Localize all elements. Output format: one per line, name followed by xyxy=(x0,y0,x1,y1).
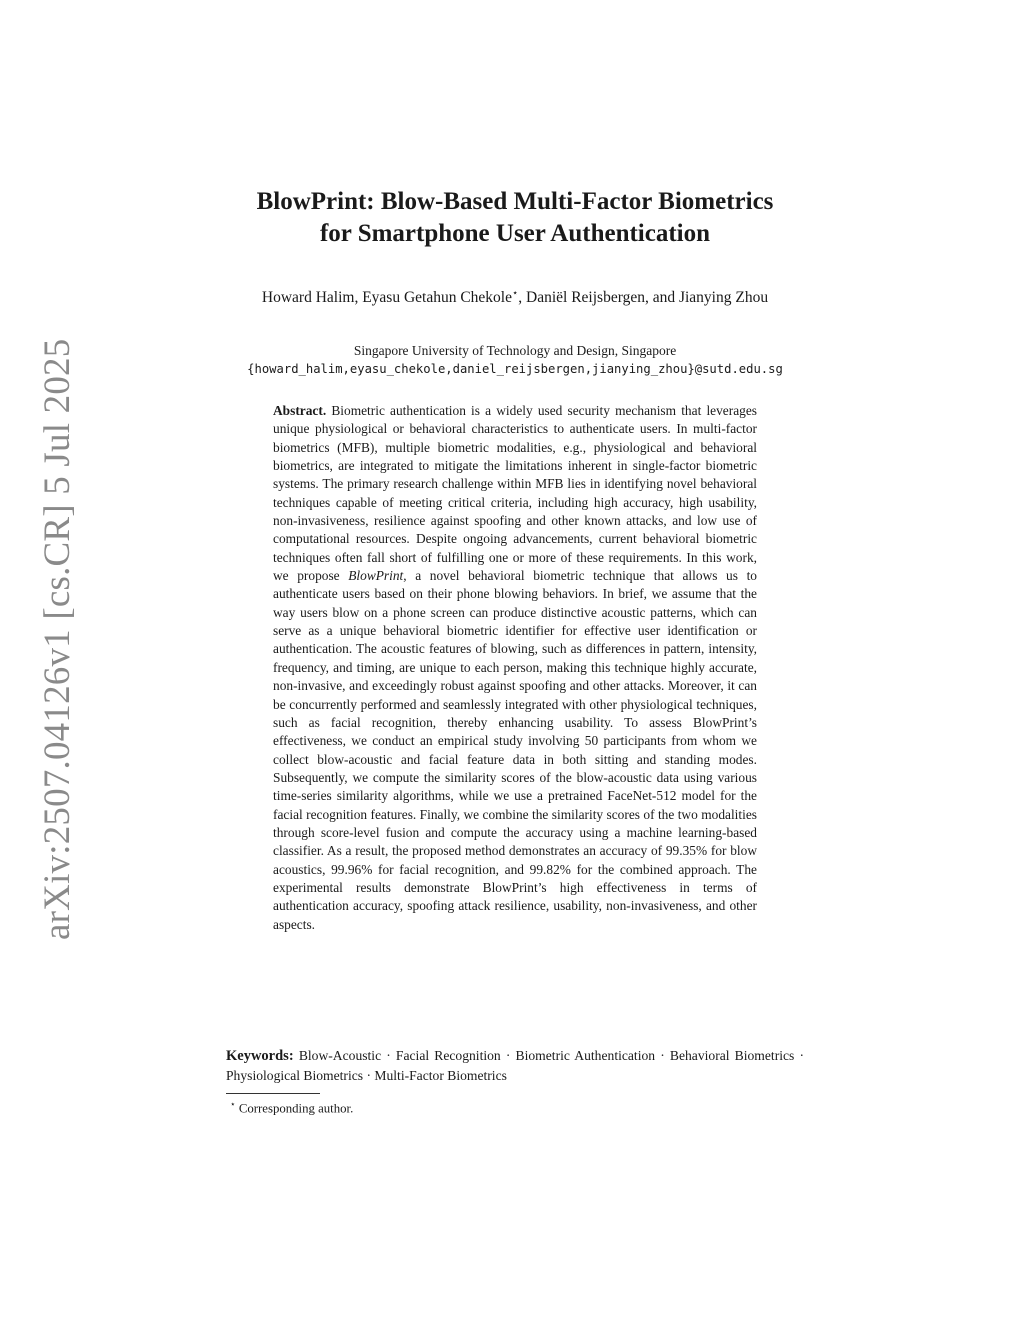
title-line-2: for Smartphone User Authentication xyxy=(319,220,711,247)
keywords xyxy=(226,1046,804,1086)
author-emails: {howard_halim,eyasu_chekole,daniel_reijsbergen,jianying_zhou}@sutd.edu.sg xyxy=(247,362,783,376)
arxiv-identifier-stamp: arXiv:2507.04126v1 [cs.CR] 5 Jul 2025 xyxy=(37,338,78,940)
institution: Singapore University of Technology and Design, Singapore xyxy=(353,343,677,358)
corresponding-author-mark: ⋆ xyxy=(512,288,519,299)
author-list xyxy=(220,284,810,308)
affiliation-block xyxy=(200,342,830,378)
footnote xyxy=(230,1096,353,1116)
author-others: , Daniël Reijsbergen, and Jianying Zhou xyxy=(518,289,769,307)
title-line-1: BlowPrint: Blow-Based Multi-Factor Biometrics xyxy=(256,188,774,215)
footnote-mark: ⋆ xyxy=(230,1099,236,1109)
abstract-text-part-1: Biometric authentication is a widely used security mechanism that leverages unique physiological or behavioral characteristics to authenticate users. In multi-factor biometrics (MFB), multiple biometric modalities, e.g., physiological and behavioral biometrics, are integrated to mitigate the limitations inherent in single-factor biometric systems. The primary research challenge within MFB lies in identifying novel behavioral techniques capable of meeting critical criteria, including high accuracy, high usability, non-invasiveness, resilience against spoofing and other known attacks, and low use of computational resources. Despite ongoing advancements, current behavioral biometric techniques often fall short of fulfilling one or more of these requirements. In this work, we propose xyxy=(273,403,757,584)
paper-title xyxy=(150,186,880,250)
abstract-label: Abstract. xyxy=(273,403,327,418)
abstract-text-part-2: , a novel behavioral biometric technique that allows us to authenticate users based on their phone blowing behaviors. In brief, we assume that the way users blow on a phone screen can produce distinctive acoustic patterns, which can serve as a unique behavioral biometric identifier for effective user identification or authentication. The acoustic features of blowing, such as differences in pattern, intensity, frequency, and timing, are unique to each person, making this technique highly accurate, non-invasive, and exceedingly robust against spoofing and other attacks. Moreover, it can be concurrently performed and seamlessly integrated with other physiological techniques, such as facial recognition, thereby enhancing usability. To assess BlowPrint’s effectiveness, we conduct an empirical study involving 50 participants from whom we collect blow-acoustic and facial feature data in both sitting and standing modes. Subsequently, we compute the similarity scores of the blow-acoustic data using various time-series similarity algorithms, while we use a pretrained FaceNet-512 model for the facial recognition features. Finally, we combine the similarity scores of the two modalities through score-level fusion and compute the accuracy using a machine learning-based classifier. As a result, the proposed method demonstrates an accuracy of 99.35% for blow acoustics, 99.96% for facial recognition, and 99.82% for the combined approach. The experimental results demonstrate BlowPrint’s high effectiveness in terms of authentication accuracy, spoofing attack resilience, usability, non-invasiveness, and other aspects. xyxy=(273,568,757,932)
keywords-label: Keywords: xyxy=(226,1048,294,1064)
author-primary: Howard Halim, Eyasu Getahun Chekole xyxy=(261,289,512,307)
abstract-emphasis-blowprint: BlowPrint xyxy=(348,568,404,584)
footnote-text: Corresponding author. xyxy=(235,1101,354,1116)
footnote-divider xyxy=(226,1093,320,1094)
abstract xyxy=(273,402,757,934)
keywords-text: Blow-Acoustic · Facial Recognition · Biometric Authentication · Behavioral Biometrics · Physiological Biometrics · Multi-Factor Biometrics xyxy=(226,1048,804,1083)
